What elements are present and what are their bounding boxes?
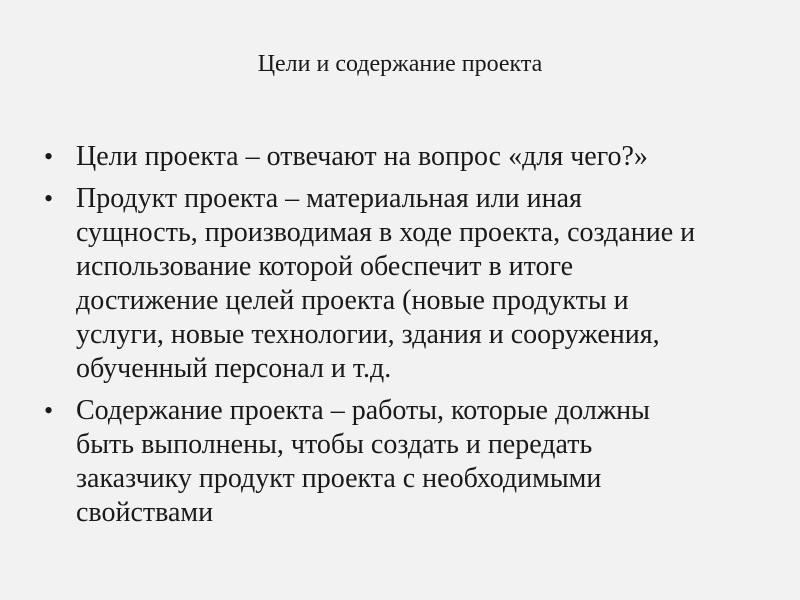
bullet-text-line: заказчику продукт проекта с необходимыми xyxy=(76,463,602,494)
bullet-icon: • xyxy=(44,396,54,425)
bullet-text-line: услуги, новые технологии, здания и сооружения, xyxy=(76,319,660,350)
bullet-text-line: Цели проекта – отвечают на вопрос «для чего?» xyxy=(76,141,648,172)
bullet-text-line: использование которой обеспечит в итоге xyxy=(76,251,574,282)
bullet-text-line: быть выполнены, чтобы создать и передать xyxy=(76,429,593,460)
bullet-text-line: Содержание проекта – работы, которые должны xyxy=(76,395,650,426)
bullet-list xyxy=(44,140,764,538)
bullet-text-line: свойствами xyxy=(76,497,214,528)
bullet-text-line: сущность, производимая в ходе проекта, создание и xyxy=(76,217,696,248)
bullet-text-line: обученный персонал и т.д. xyxy=(76,353,392,384)
bullet-item-scope xyxy=(44,394,764,530)
bullet-text-line: достижение целей проекта (новые продукты и xyxy=(76,285,629,316)
slide-title: Цели и содержание проекта xyxy=(257,51,543,77)
bullet-item-product xyxy=(44,182,764,386)
bullet-text-line: Продукт проекта – материальная или иная xyxy=(76,183,582,214)
bullet-icon: • xyxy=(44,142,54,171)
bullet-item-goals xyxy=(44,140,764,174)
bullet-icon: • xyxy=(44,184,54,213)
